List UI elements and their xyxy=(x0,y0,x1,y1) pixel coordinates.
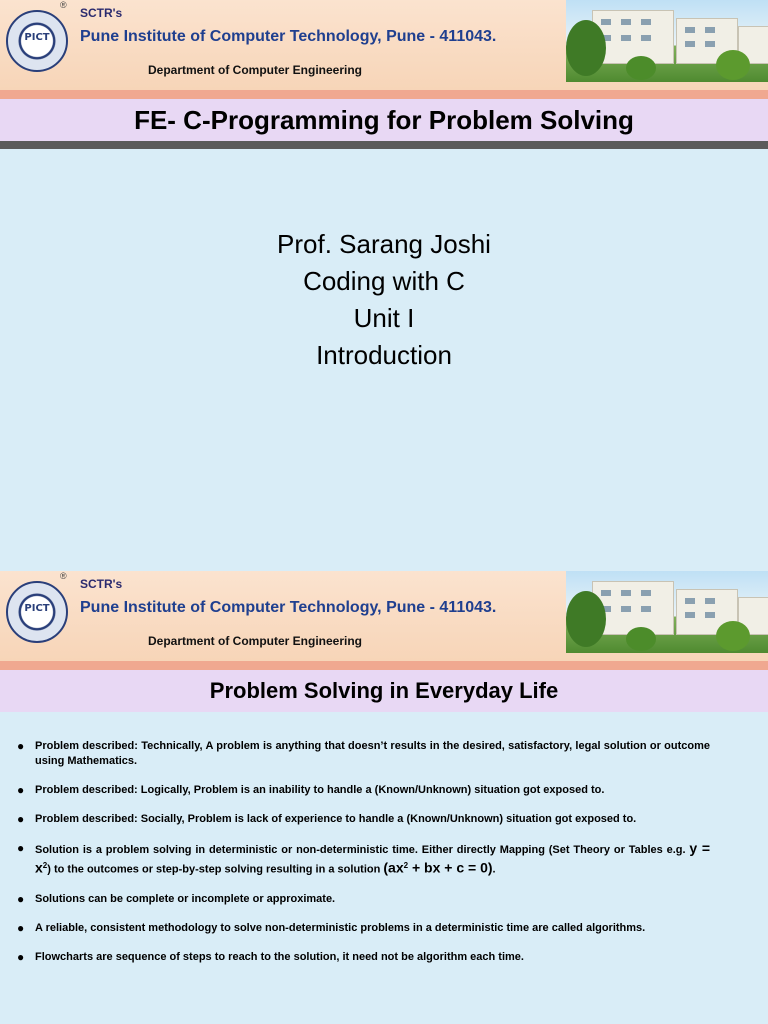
bullet-icon: ● xyxy=(17,920,25,935)
bullet-icon: ● xyxy=(17,841,25,855)
presenter-name: Prof. Sarang Joshi xyxy=(277,229,491,259)
list-item: ● Problem described: Logically, Problem is an inability to handle a (Known/Unknown) situation got exposed to. xyxy=(17,783,605,797)
bullet-icon: ● xyxy=(17,812,25,826)
department-name: Department of Computer Engineering xyxy=(148,63,363,77)
campus-photo xyxy=(566,0,768,82)
bullet-list xyxy=(0,739,768,979)
list-item: ● A reliable, consistent methodology to solve non-deterministic problems in a deterministic time are called algorithms. xyxy=(17,920,646,935)
course-name: Coding with C xyxy=(303,266,465,296)
institute-name: Pune Institute of Computer Technology, Pune - 411043. xyxy=(80,28,497,45)
institute-banner xyxy=(0,0,768,90)
pict-logo: PICT xyxy=(6,581,68,643)
topic-name: Introduction xyxy=(316,340,452,370)
sctr-label: SCTR's xyxy=(80,6,123,20)
sctr-label: SCTR's xyxy=(80,577,123,591)
divider-line xyxy=(0,141,768,149)
institute-name: Pune Institute of Computer Technology, Pune - 411043. xyxy=(80,599,497,616)
registered-mark: ® xyxy=(60,0,67,10)
bullet-icon: ● xyxy=(17,739,25,753)
list-item: ● Solutions can be complete or incomplete or approximate. xyxy=(17,891,336,906)
registered-mark: ® xyxy=(60,571,67,581)
department-name: Department of Computer Engineering xyxy=(148,634,363,648)
list-item: ● Flowcharts are sequence of steps to reach to the solution, it need not be algorithm each time. xyxy=(17,949,524,964)
list-item: ● Problem described: Technically, A problem is anything that doesn’t results in the desired, satisfactory, legal solution or outcome using Mathematics. xyxy=(17,739,710,767)
campus-photo xyxy=(566,571,768,653)
slide-problem-solving xyxy=(0,571,768,1024)
bullet-icon: ● xyxy=(17,783,25,797)
divider-line xyxy=(0,90,768,99)
pict-logo: PICT xyxy=(6,10,68,72)
bullet-icon: ● xyxy=(17,891,25,906)
list-item: ● Problem described: Socially, Problem is lack of experience to handle a (Known/Unknown) situation got exposed to. xyxy=(17,812,637,826)
title-details xyxy=(0,226,768,374)
institute-banner xyxy=(0,571,768,661)
slide-title-heading: Problem Solving in Everyday Life xyxy=(0,670,768,712)
unit-name: Unit I xyxy=(353,303,415,333)
divider-line xyxy=(0,661,768,670)
list-item: ● Solution is a problem solving in deterministic or non-deterministic time. Either directly Mapping (Set Theory or Tables e.g. $y = x^2$) to the outcomes or step-by-step solving resulting in a solution ($ax^2$ + bx + c = 0). xyxy=(17,840,711,876)
slide-title-heading: FE- C-Programming for Problem Solving xyxy=(0,99,768,141)
bullet-icon: ● xyxy=(17,949,25,964)
